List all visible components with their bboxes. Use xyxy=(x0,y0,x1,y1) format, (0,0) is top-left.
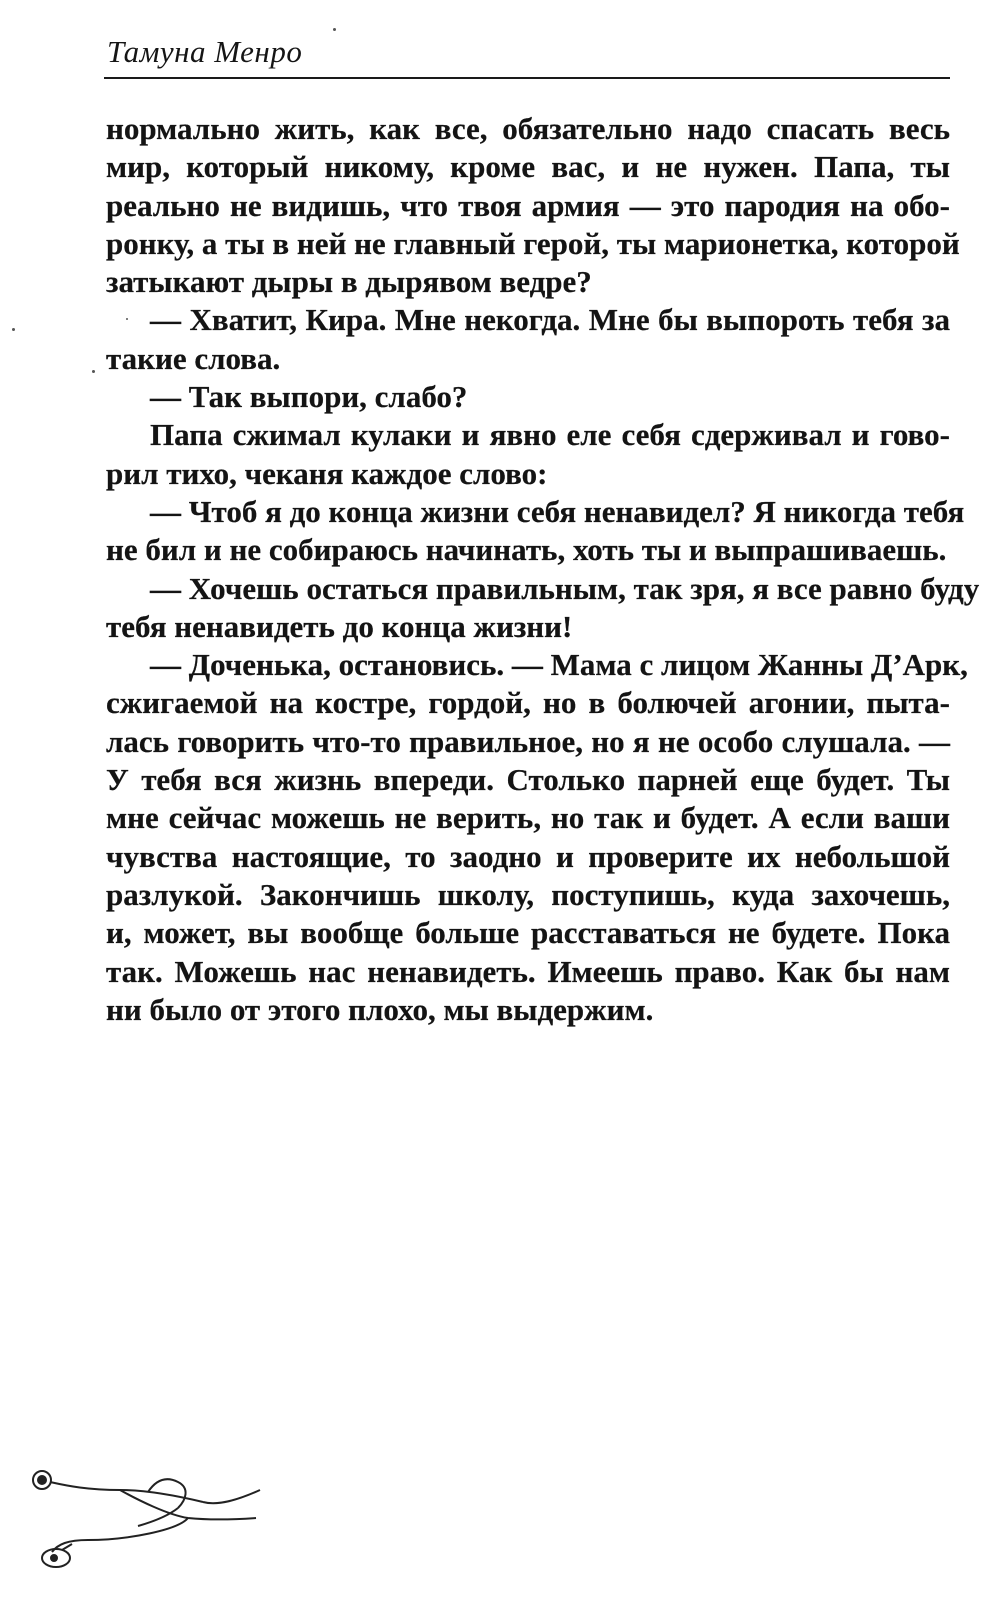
text-line: и, может, вы вообще больше расставаться не будете. Пока xyxy=(106,915,950,951)
scan-speck xyxy=(126,318,128,320)
text-line: — Чтоб я до конца жизни себя ненавидел? Я никогда тебя xyxy=(150,493,965,529)
text-line: мир, который никому, кроме вас, и не нужен. Папа, ты xyxy=(106,149,950,185)
text-line: так. Можешь нас ненавидеть. Имеешь право. Как бы нам xyxy=(106,953,950,989)
scan-speck xyxy=(92,370,95,373)
text-line: ронку, а ты в ней не главный герой, ты марионетка, которой xyxy=(106,225,960,261)
text-line: рил тихо, чеканя каждое слово: xyxy=(106,455,548,491)
text-line: мне сейчас можешь не верить, но так и будет. А если ваши xyxy=(106,800,950,836)
body-text xyxy=(106,110,980,1029)
header-rule xyxy=(104,77,950,79)
text-line: не бил и не собираюсь начинать, хоть ты и выпрашиваешь. xyxy=(106,532,947,568)
text-line: ни было от этого плохо, мы выдержим. xyxy=(106,991,654,1027)
text-line: сжигаемой на костре, гордой, но в болючей агонии, пыта- xyxy=(106,685,950,721)
text-line: затыкают дыры в дырявом ведре? xyxy=(106,264,592,300)
text-line: — Так выпори, слабо? xyxy=(150,379,468,415)
text-line: лась говорить что-то правильное, но я не особо слушала. — xyxy=(106,723,950,759)
earphones-illustration-icon xyxy=(28,1460,268,1580)
text-line: Папа сжимал кулаки и явно еле себя сдерживал и гово- xyxy=(150,417,950,453)
scan-speck xyxy=(12,328,15,331)
text-line: — Хватит, Кира. Мне некогда. Мне бы выпороть тебя за xyxy=(150,302,950,338)
text-line: такие слова. xyxy=(106,340,281,376)
text-line: — Хочешь остаться правильным, так зря, я все равно буду xyxy=(150,570,980,606)
text-line: чувства настоящие, то заодно и проверите их небольшой xyxy=(106,838,950,874)
text-line: — Доченька, остановись. — Мама с лицом Жанны Д’Арк, xyxy=(150,647,968,683)
text-line: нормально жить, как все, обязательно надо спасать весь xyxy=(106,111,950,146)
text-line: тебя ненавидеть до конца жизни! xyxy=(106,608,573,644)
text-line: реально не видишь, что твоя армия — это пародия на обо- xyxy=(106,187,950,223)
running-header-author: Тамуна Менро xyxy=(107,34,303,69)
text-line: У тебя вся жизнь впереди. Столько парней еще будет. Ты xyxy=(106,762,950,798)
text-line: разлукой. Закончишь школу, поступишь, куда захочешь, xyxy=(106,876,950,912)
scan-speck xyxy=(333,28,336,31)
